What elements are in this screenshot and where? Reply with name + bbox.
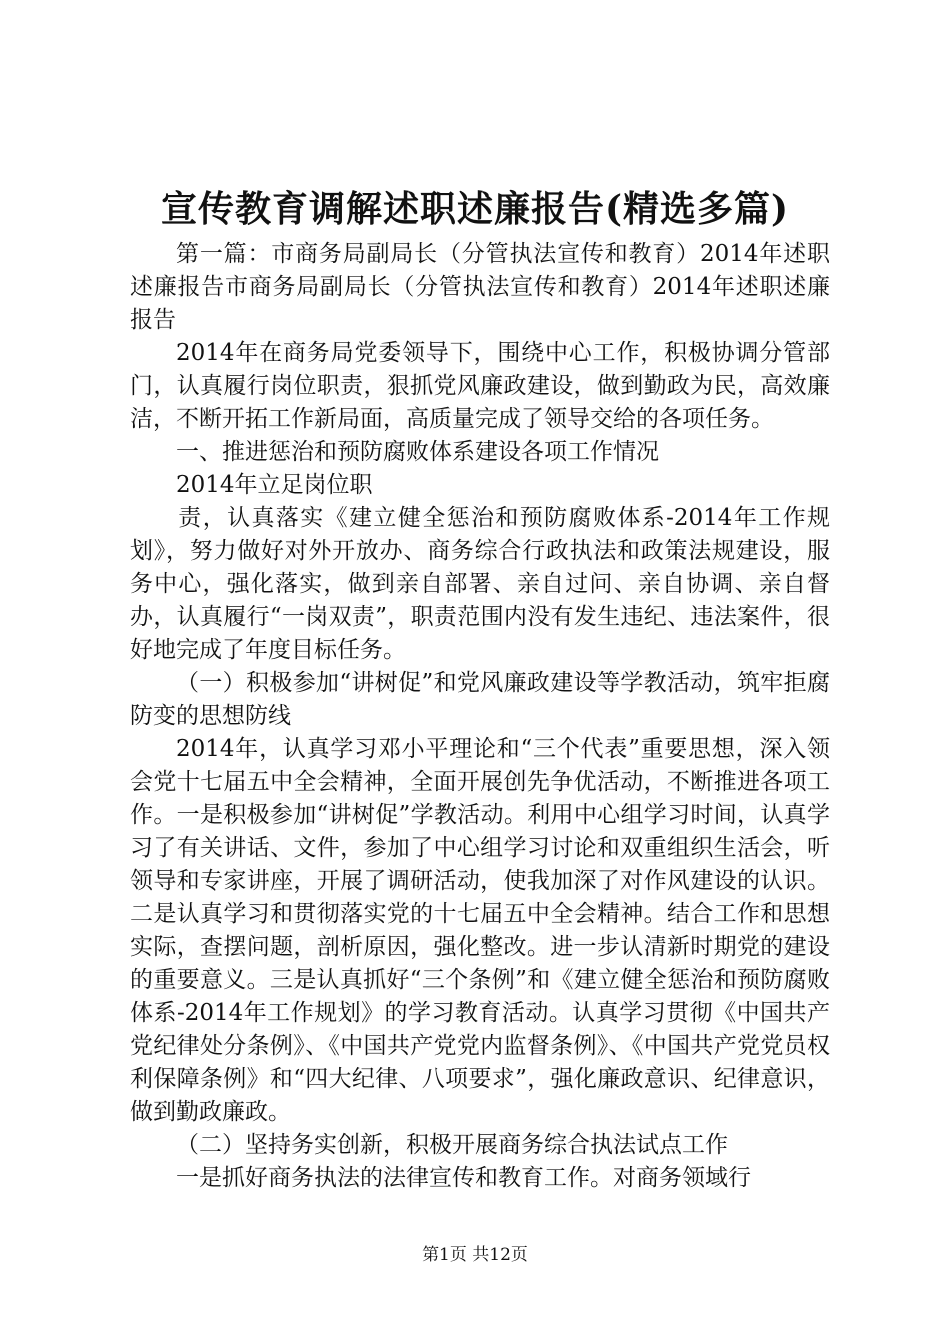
document-body <box>130 238 830 1195</box>
page-footer: 第1页 共12页 <box>422 1245 528 1265</box>
paragraph-6: 一是抓好商务执法的法律宣传和教育工作。对商务领域行 <box>176 1165 751 1191</box>
paragraph-5: 2014年，认真学习邓小平理论和“三个代表”重要思想，深入领会党十七届五中全会精神，全面开展创先争优活动，不断推进各项工作。一是积极参加“讲树促”学教活动。利用中心组学习时间，认真学习了有关讲话、文件，参加了中心组学习讨论和双重组织生活会，听领导和专家讲座，开展了调研活动，使我加深了对作风建设的认识。二是认真学习和贯彻落实党的十七届五中全会精神。结合工作和思想实际，查摆问题，剖析原因，强化整改。进一步认清新时期党的建设的重要意义。三是认真抓好“三个条例”和《建立健全惩治和预防腐败体系-2014年工作规划》的学习教育活动。认真学习贯彻《中国共产党纪律处分条例》、《中国共产党党内监督条例》、《中国共产党党员权利保障条例》和“四大纪律、八项要求”，强化廉政意识、纪律意识，做到勤政廉政。 <box>130 736 830 1125</box>
subsection-heading-1: （一）积极参加“讲树促”和党风廉政建设等学教活动，筑牢拒腐防变的思想防线 <box>130 670 830 729</box>
paragraph-2: 2014年在商务局党委领导下，围绕中心工作，积极协调分管部门，认真履行岗位职责，狠抓党风廉政建设，做到勤政为民，高效廉洁，不断开拓工作新局面，高质量完成了领导交给的各项任务。 <box>130 340 830 432</box>
subsection-heading-2: （二）坚持务实创新，积极开展商务综合执法试点工作 <box>176 1132 728 1158</box>
section-heading-1: 一、推进惩治和预防腐败体系建设各项工作情况 <box>176 439 659 465</box>
paragraph-4: 责，认真落实《建立健全惩治和预防腐败体系-2014年工作规划》，努力做好对外开放办、商务综合行政执法和政策法规建设，服务中心，强化落实，做到亲自部署、亲自过问、亲自协调、亲自督办，认真履行“一岗双责”，职责范围内没有发生违纪、违法案件，很好地完成了年度目标任务。 <box>130 505 830 663</box>
paragraph-1: 第一篇：市商务局副局长（分管执法宣传和教育）2014年述职述廉报告市商务局副局长（分管执法宣传和教育）2014年述职述廉报告 <box>130 241 830 333</box>
paragraph-3: 2014年立足岗位职 <box>176 472 373 498</box>
document-title: 宣传教育调解述职述廉报告(精选多篇) <box>160 188 790 230</box>
